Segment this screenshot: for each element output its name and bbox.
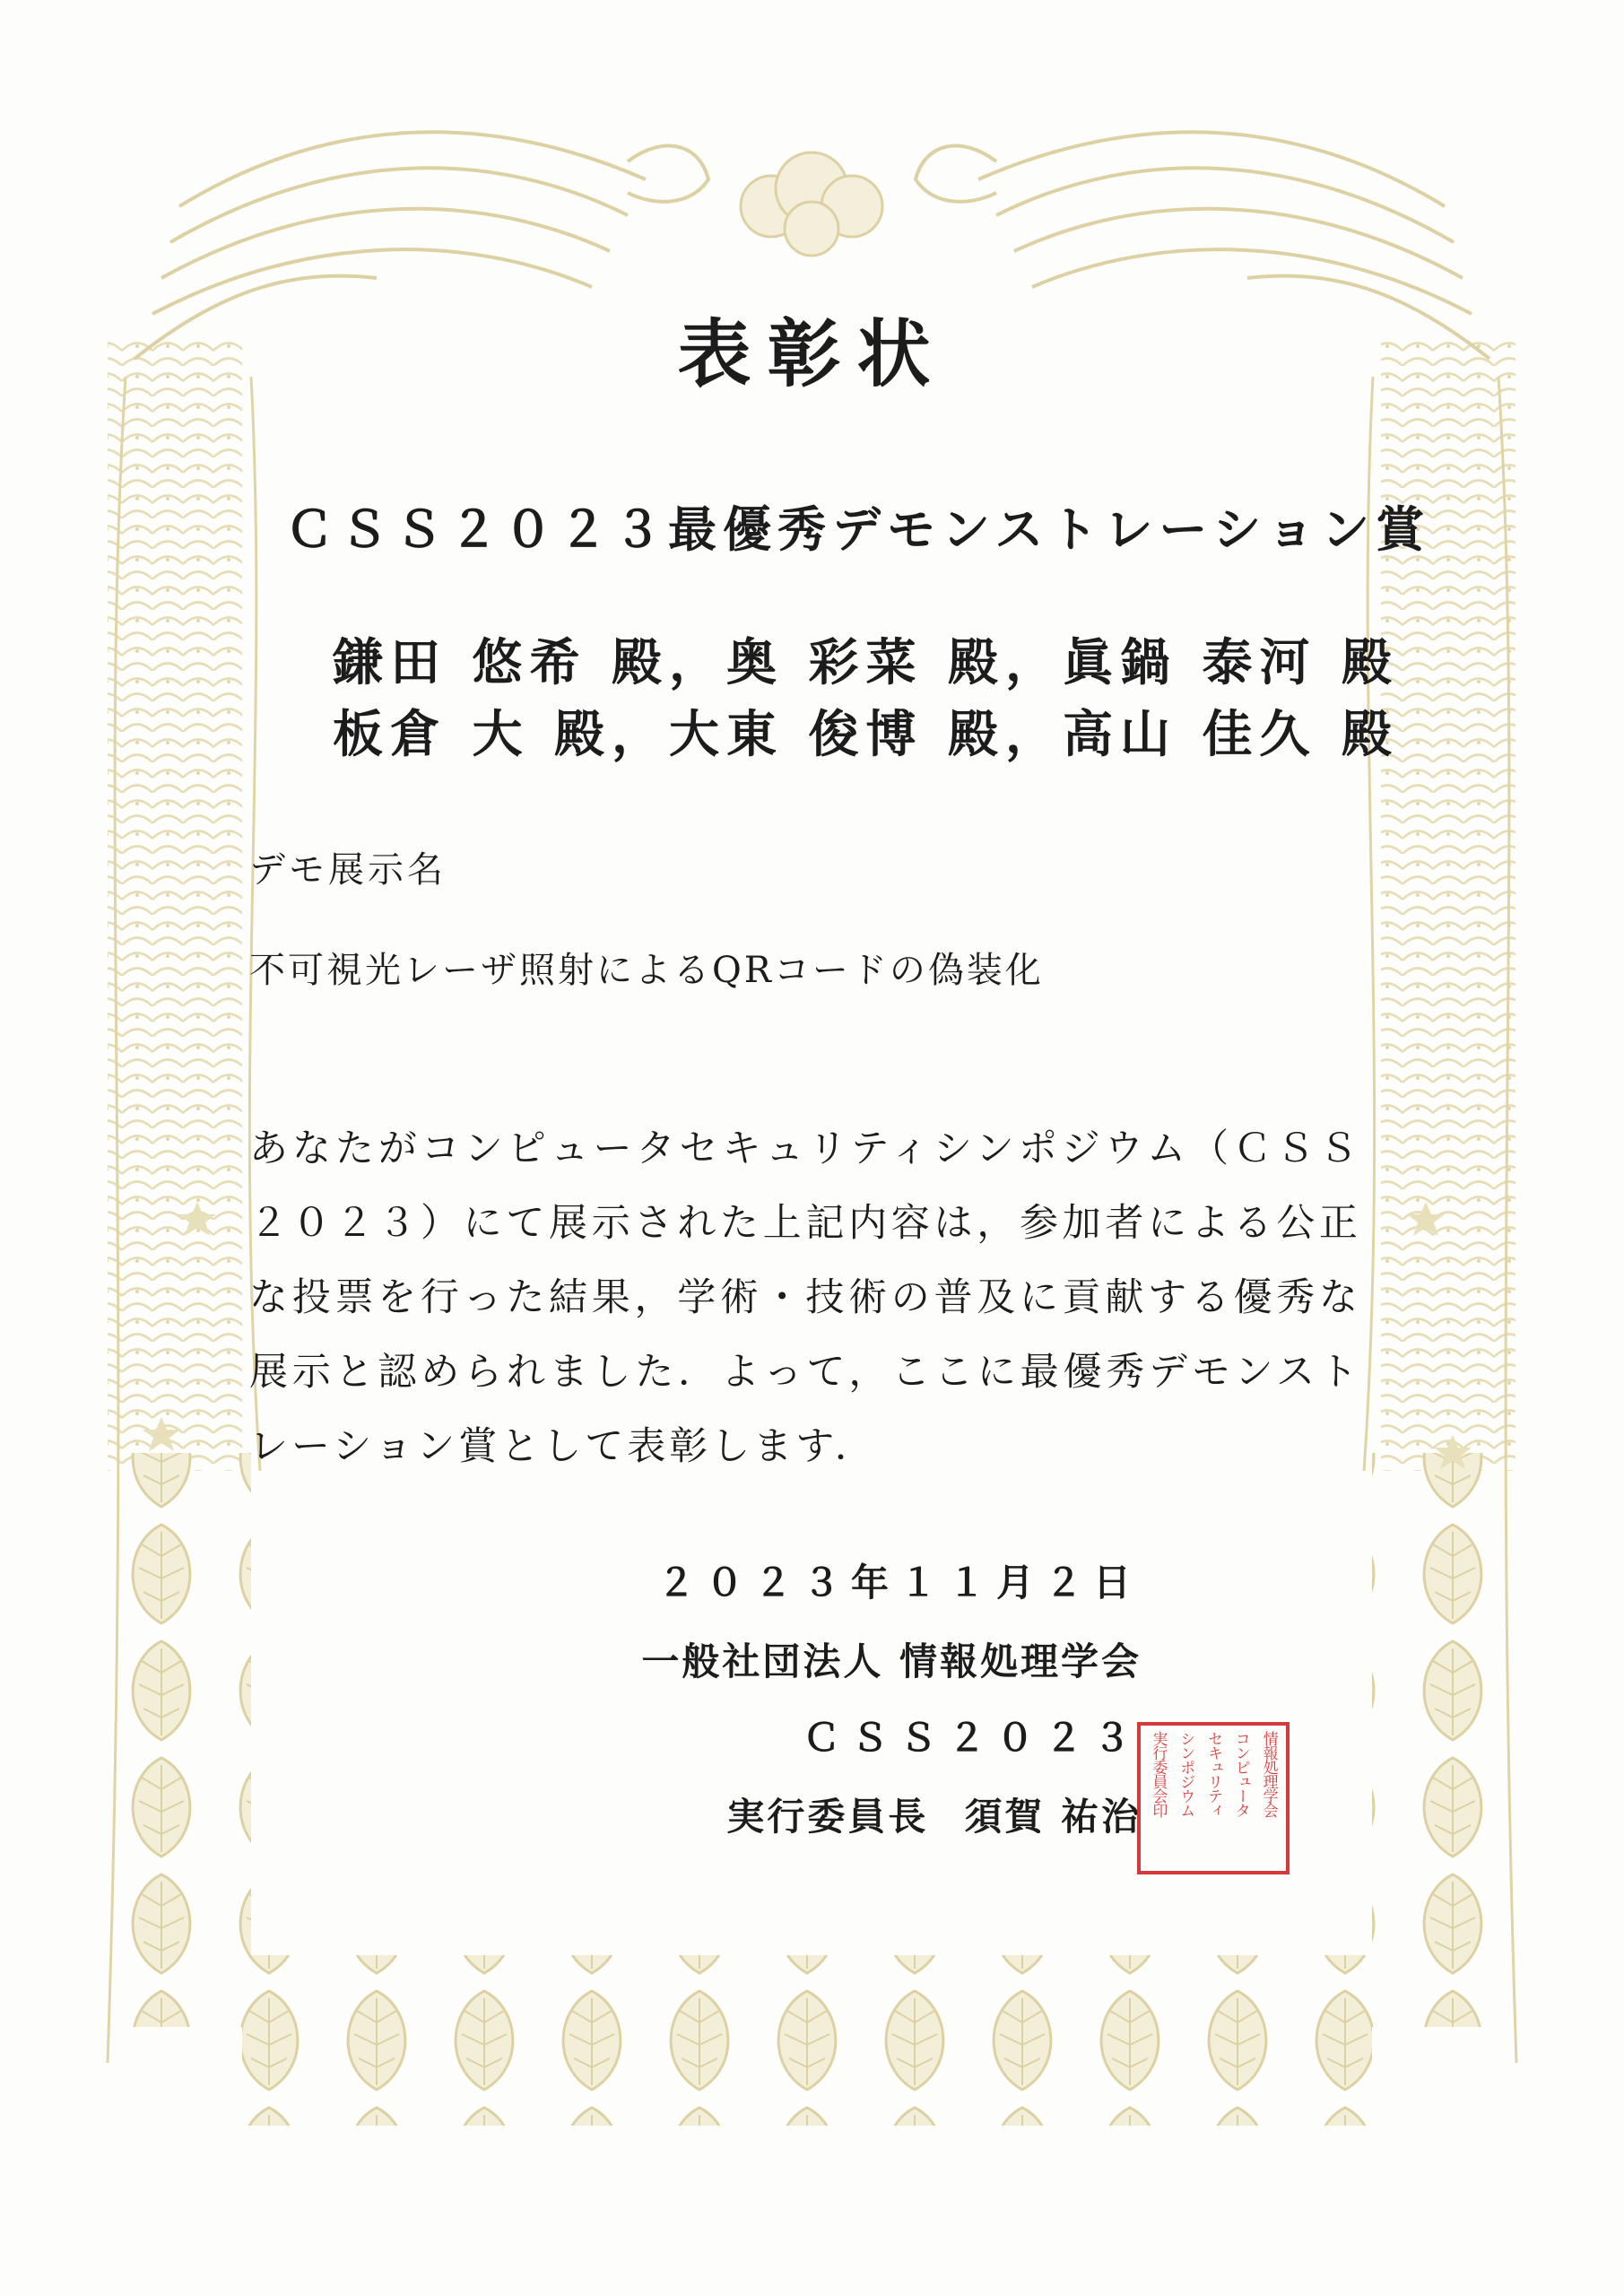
recipients-line-2: 板倉 大 殿，大東 俊博 殿，高山 佳久 殿: [333, 705, 1399, 764]
recipients-line-1: 鎌田 悠希 殿，奥 彩菜 殿，眞鍋 泰河 殿: [333, 633, 1399, 692]
demo-title: 不可視光レーザ照射によるQRコードの偽装化: [249, 950, 1044, 991]
organization-name: 一般社団法人 情報処理学会: [641, 1639, 1142, 1683]
chair-name: 須賀 祐治: [964, 1795, 1142, 1839]
committee-chair: [726, 1787, 1142, 1841]
certificate-title: 表彰状: [677, 311, 947, 397]
chair-title: 実行委員長: [726, 1795, 929, 1839]
award-name: ＣＳＳ２０２３最優秀デモンストレーション賞: [285, 500, 1431, 558]
seal-text: 情報処理学会: [1259, 1731, 1278, 1817]
conference-name: ＣＳＳ２０２３: [802, 1716, 1142, 1760]
demo-label: デモ展示名: [249, 849, 447, 891]
issue-date: ２０２３年１１月２日: [656, 1561, 1142, 1605]
certificate-body-text: あなたがコンピュータセキュリティシンポジウム（ＣＳＳ２０２３）にて展示された上記内容は，参加者による公正な投票を行った結果，学術・技術の普及に貢献する優秀な展示と認められました．よって，ここに最優秀デモンストレーション賞として表彰します．: [249, 1126, 1361, 1469]
official-seal: 情報処理学会 コンピュータ セキュリティ シンポジウム 実行委員会印: [1137, 1722, 1290, 1874]
